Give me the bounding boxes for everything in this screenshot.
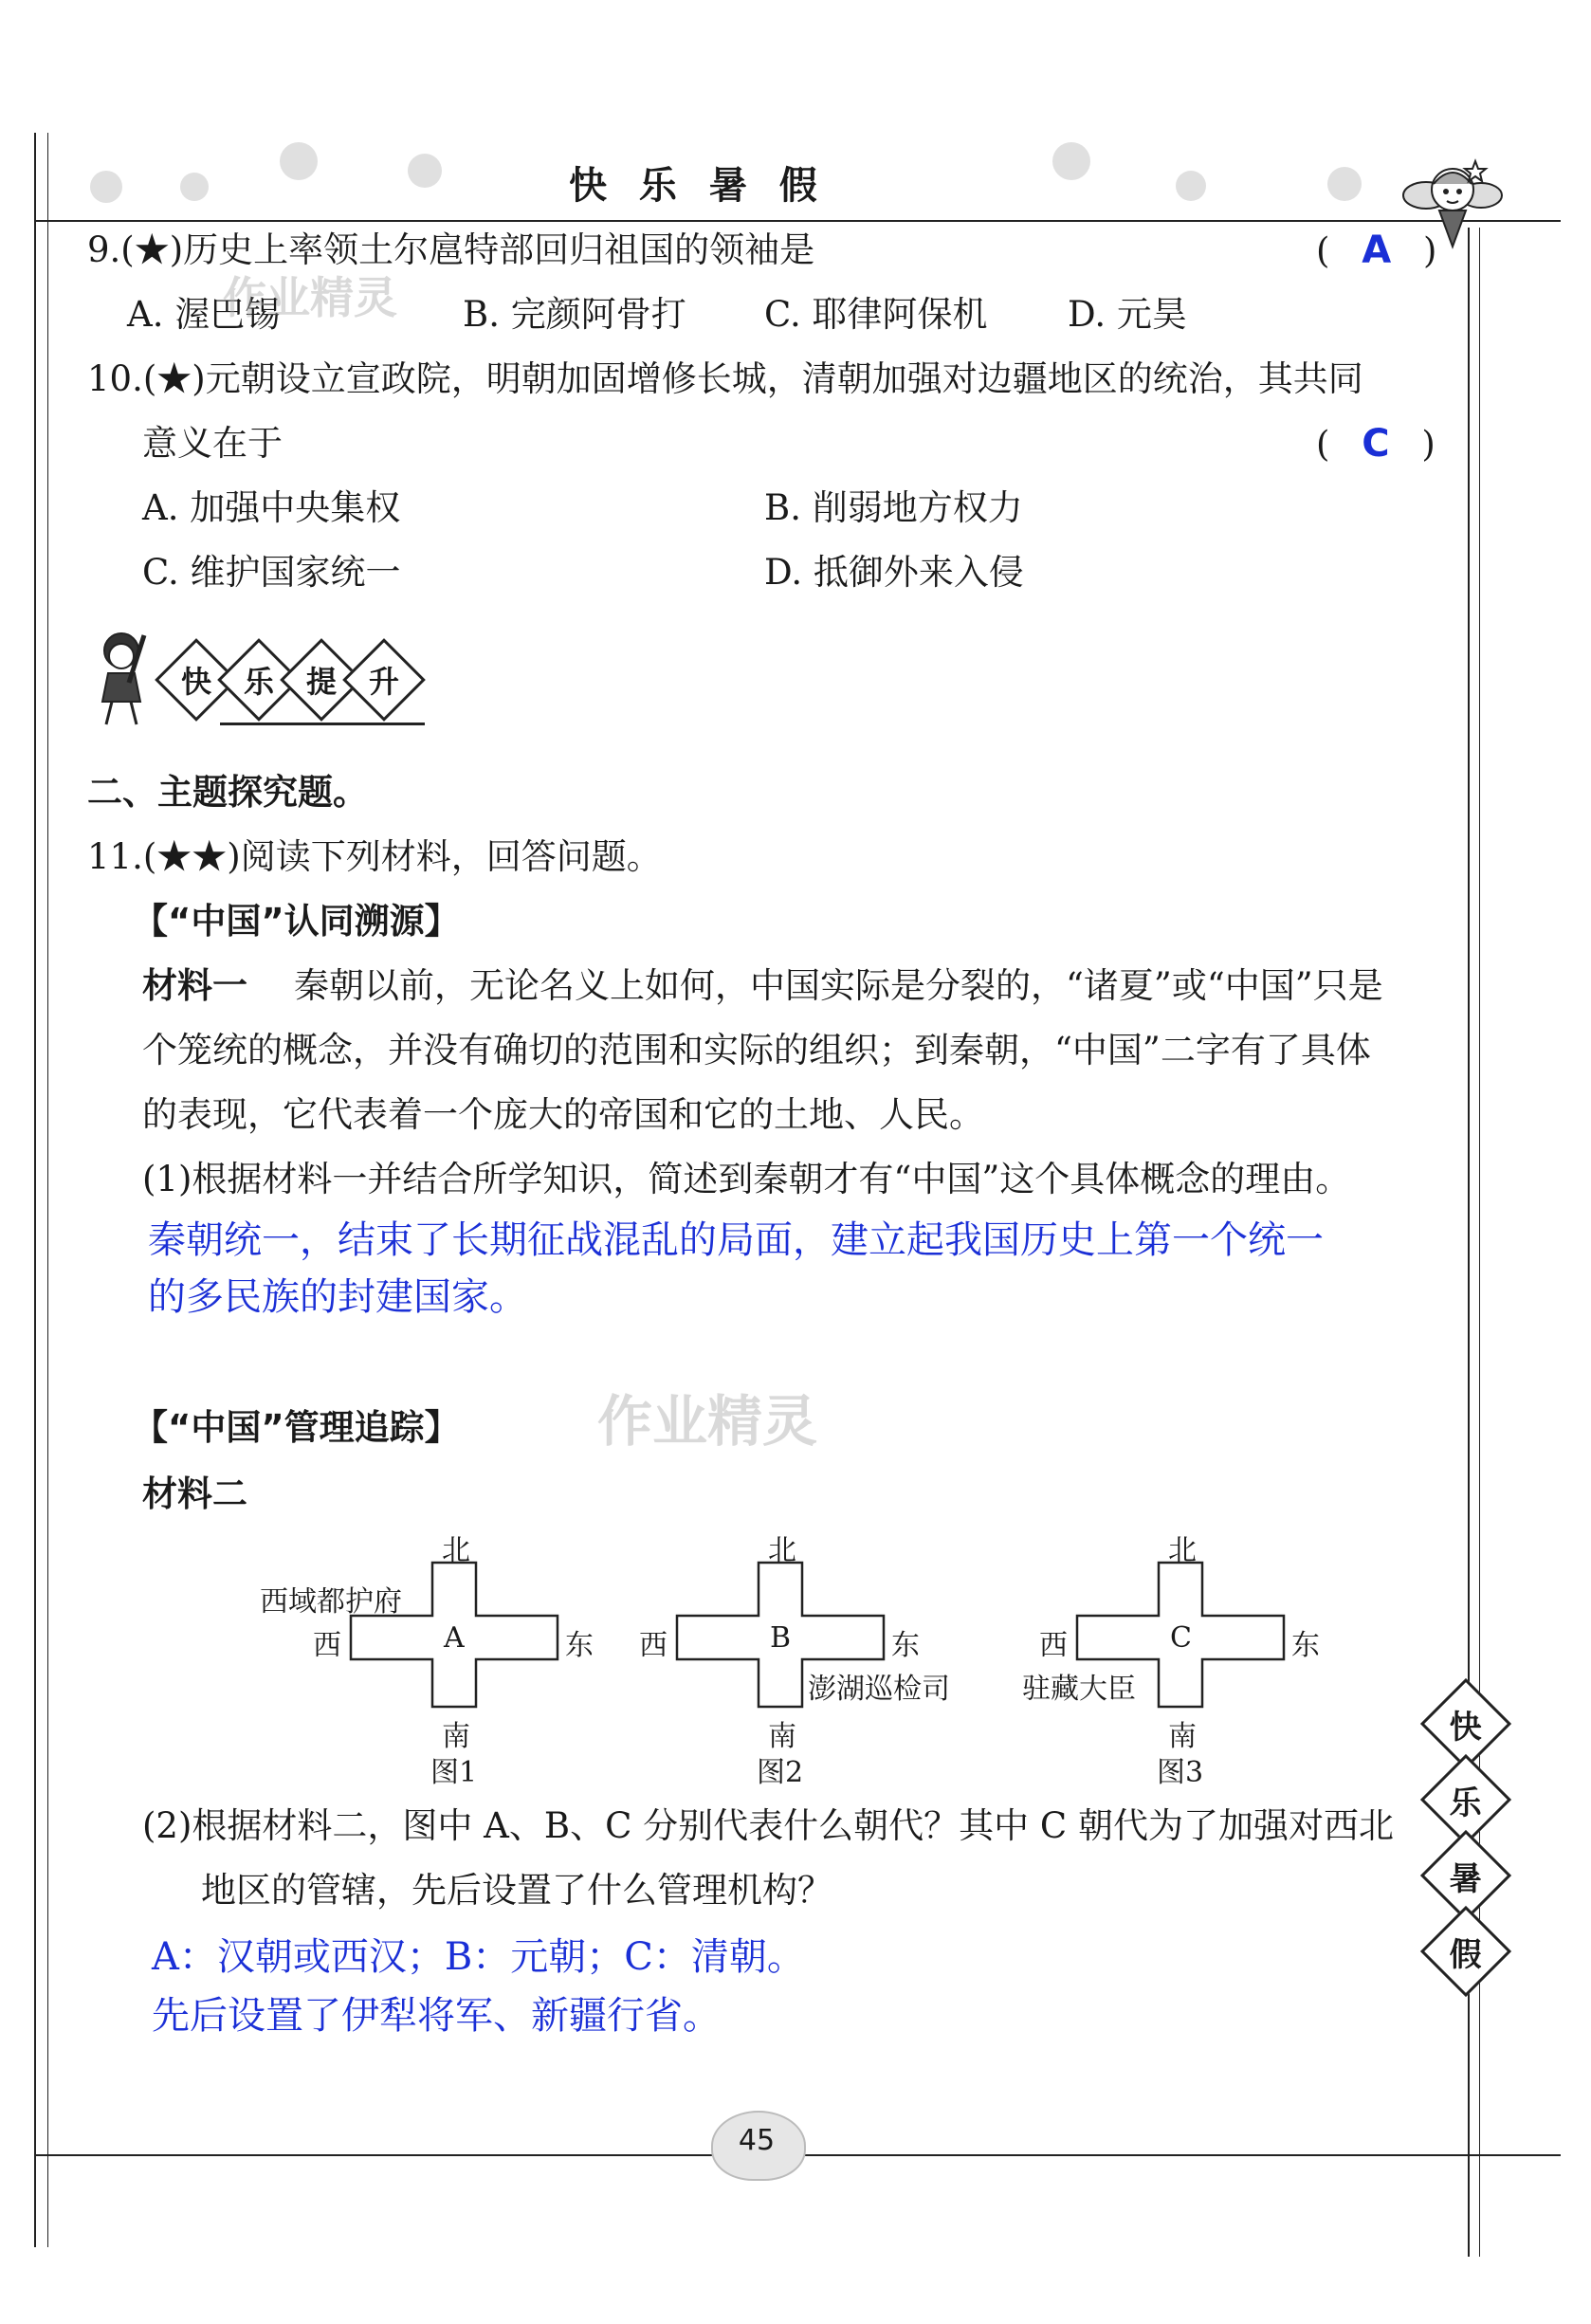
q11-sub2-line2: 地区的管辖，先后设置了什么管理机构？ bbox=[201, 1870, 832, 1911]
q9-answer-bracket bbox=[1316, 228, 1436, 274]
q11-answer1-line2: 的多民族的封建国家。 bbox=[148, 1275, 527, 1319]
material1-line1: 秦朝以前，无论名义上如何，中国实际是分裂的，“诸夏”或“中国”只是 bbox=[294, 965, 1383, 1006]
cross-west: 西 bbox=[1039, 1629, 1068, 1662]
q9-option-a: A. 渥巴锡 bbox=[127, 294, 281, 335]
girl-mascot-icon bbox=[87, 626, 163, 730]
watermark: 作业精灵 bbox=[597, 1389, 818, 1454]
side-tab-2: 乐 bbox=[1420, 1754, 1511, 1845]
material1-label: 材料一 bbox=[142, 965, 247, 1006]
q9-option-b: B. 完颜阿骨打 bbox=[463, 294, 686, 335]
cross-north: 北 bbox=[768, 1534, 796, 1567]
cross-letter: C bbox=[1170, 1621, 1192, 1655]
banner-box-4: 升 bbox=[342, 638, 426, 722]
q11-sub2-line1: (2)根据材料二，图中 A、B、C 分别代表什么朝代？其中 C 朝代为了加强对西北 bbox=[142, 1805, 1394, 1846]
cross-north: 北 bbox=[1168, 1534, 1197, 1567]
cross-north: 北 bbox=[442, 1534, 470, 1567]
cross-east: 东 bbox=[1291, 1629, 1320, 1662]
cross-east: 东 bbox=[565, 1629, 594, 1662]
q10-stem-line1: 10.(★)元朝设立宣政院，明朝加固增修长城，清朝加强对边疆地区的统治，其共同 bbox=[87, 358, 1363, 399]
material1-line2: 个笼统的概念，并没有确切的范围和实际的组织；到秦朝，“中国”二字有了具体 bbox=[142, 1030, 1371, 1071]
banner-underline bbox=[220, 723, 425, 725]
q9-answer: A bbox=[1362, 229, 1392, 272]
side-tab-1: 快 bbox=[1420, 1678, 1511, 1769]
cross-letter: A bbox=[444, 1621, 465, 1655]
left-margin-line bbox=[34, 133, 36, 2247]
q10-option-a: A. 加强中央集权 bbox=[142, 487, 401, 528]
q11-answer2-line2: 先后设置了伊犁将军、新疆行省。 bbox=[152, 1994, 721, 2038]
q9-paren-close: ) bbox=[1422, 230, 1437, 271]
cross-note: 驻藏大臣 bbox=[1022, 1673, 1136, 1706]
material1-line3: 的表现，它代表着一个庞大的帝国和它的土地、人民。 bbox=[142, 1094, 984, 1135]
cross-south: 南 bbox=[442, 1720, 470, 1753]
material2-label: 材料二 bbox=[142, 1473, 247, 1514]
q11-stem: 11.(★★)阅读下列材料，回答问题。 bbox=[87, 836, 662, 877]
q11-answer2-line1: A：汉朝或西汉；B：元朝；C：清朝。 bbox=[152, 1935, 805, 1979]
figure-caption: 图2 bbox=[757, 1756, 804, 1789]
header-title: 快 乐 暑 假 bbox=[569, 164, 827, 208]
q10-option-c: C. 维护国家统一 bbox=[142, 552, 401, 593]
watermark: 作业精灵 bbox=[223, 272, 397, 323]
q11-answer1-line1: 秦朝统一，结束了长期征战混乱的局面，建立起我国历史上第一个统一 bbox=[148, 1218, 1324, 1262]
q9-stem: 9.(★)历史上率领土尔扈特部回归祖国的领袖是 bbox=[87, 229, 815, 270]
cross-south: 南 bbox=[1168, 1720, 1197, 1753]
figure-2 bbox=[588, 1527, 986, 1789]
banner-box-2: 乐 bbox=[217, 638, 301, 722]
q11-part2-title: 【“中国”管理追踪】 bbox=[133, 1407, 460, 1448]
left-margin-line-inner bbox=[47, 133, 48, 2247]
cross-west: 西 bbox=[313, 1629, 341, 1662]
banner-box-1: 快 bbox=[155, 638, 238, 722]
banner-box-3: 提 bbox=[280, 638, 363, 722]
cross-letter: B bbox=[770, 1621, 792, 1655]
figure-3 bbox=[1005, 1527, 1346, 1789]
cross-east: 东 bbox=[891, 1629, 920, 1662]
cross-shape bbox=[256, 1527, 597, 1783]
q9-paren-open: ( bbox=[1316, 230, 1330, 271]
cross-note: 西域都护府 bbox=[260, 1585, 402, 1619]
cross-note: 澎湖巡检司 bbox=[808, 1673, 950, 1706]
figure-1 bbox=[256, 1527, 597, 1789]
figure-caption: 图3 bbox=[1157, 1756, 1204, 1789]
side-tab-4: 假 bbox=[1420, 1906, 1511, 1997]
q9-option-c: C. 耶律阿保机 bbox=[764, 294, 988, 335]
page-number: 45 bbox=[738, 2124, 776, 2157]
cross-south: 南 bbox=[768, 1720, 796, 1753]
q10-answer-bracket bbox=[1316, 421, 1436, 467]
q9-option-d: D. 元昊 bbox=[1068, 294, 1187, 335]
q11-part1-title: 【“中国”认同溯源】 bbox=[133, 901, 460, 942]
side-tab-3: 暑 bbox=[1420, 1830, 1511, 1921]
section-banner bbox=[87, 626, 429, 730]
q10-stem-line2: 意义在于 bbox=[142, 423, 283, 464]
q10-answer: C bbox=[1362, 422, 1390, 466]
q10-option-b: B. 削弱地方权力 bbox=[764, 487, 1023, 528]
q10-paren-close: ) bbox=[1421, 424, 1436, 465]
header-rule bbox=[34, 220, 1561, 222]
cross-west: 西 bbox=[639, 1629, 667, 1662]
q11-sub1: (1)根据材料一并结合所学知识，简述到秦朝才有“中国”这个具体概念的理由。 bbox=[142, 1159, 1351, 1199]
section2-heading: 二、主题探究题。 bbox=[87, 772, 368, 813]
figure-caption: 图1 bbox=[430, 1756, 478, 1789]
q10-paren-open: ( bbox=[1316, 424, 1330, 465]
q10-option-d: D. 抵御外来入侵 bbox=[764, 552, 1024, 593]
